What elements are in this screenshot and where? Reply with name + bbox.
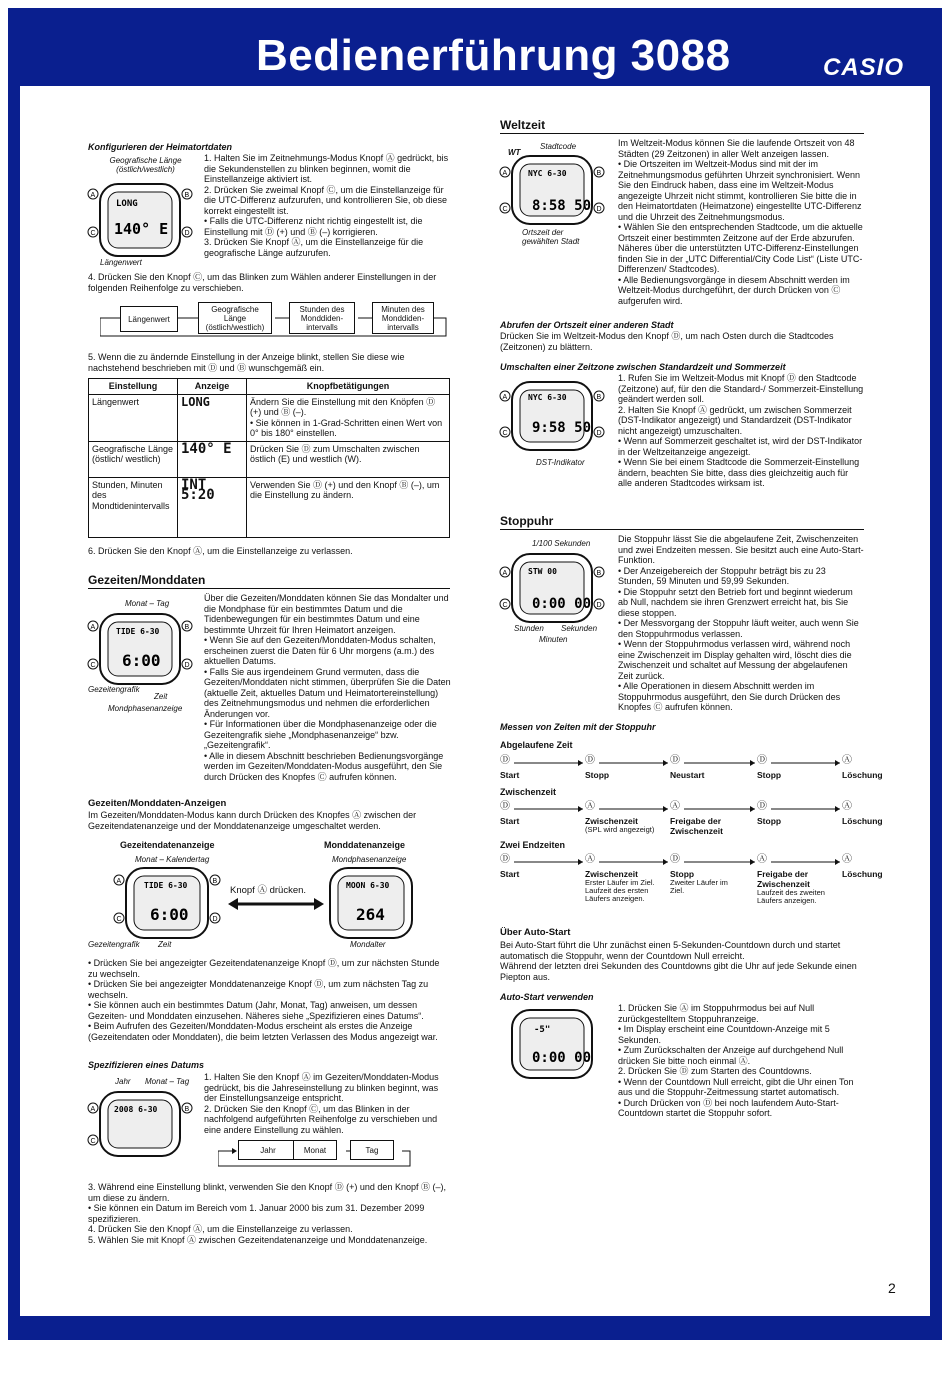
- button-key-icon: Ⓐ: [757, 854, 767, 865]
- tide-disp-text: Im Gezeiten/Monddaten-Modus kann durch Drücken des Knopfes Ⓐ zwischen der Gezeitendatenanzeige und der Monddatenanzeige umgeschaltet werden.: [88, 810, 417, 831]
- stop-heading: Stoppuhr: [500, 514, 554, 528]
- divider: [88, 588, 450, 589]
- table-cell: Geografische Länge (östlich/ westlich): [89, 441, 178, 477]
- watch-illustration-dst: [498, 380, 606, 452]
- svg-text:A: A: [116, 878, 122, 885]
- watch-illustration-world: [498, 154, 606, 226]
- sequence-arrowhead: [835, 806, 840, 812]
- button-key-icon: Ⓓ: [585, 755, 595, 766]
- sequence-arrowhead: [663, 760, 668, 766]
- table-cell: Verwenden Sie Ⓓ (+) und den Knopf Ⓑ (–), um die Einstellung zu ändern.: [247, 477, 450, 537]
- svg-text:B: B: [184, 192, 190, 199]
- table-cell: Ändern Sie die Einstellung mit den Knöpfen Ⓓ (+) und Ⓑ (–). • Sie können in 1-Grad-Schritten einen Wert von 0° bis 180° einstellen.: [247, 394, 450, 441]
- watch-illustration-1: [86, 180, 194, 260]
- table-header: Einstellung: [89, 379, 178, 395]
- table-cell: LONG: [178, 394, 247, 441]
- tide-data-lcd-main: 6:00: [150, 905, 189, 924]
- table-cell: Längenwert: [89, 394, 178, 441]
- watch-illustration-stop: [498, 552, 606, 624]
- tide-disp-bottom-time: Zeit: [158, 940, 172, 949]
- sequence-step-label: Start: [500, 869, 520, 879]
- tide-bullets: • Drücken Sie bei angezeigter Gezeitendatenanzeige Knopf Ⓓ, um zur nächsten Stunde zu wechseln. • Drücken Sie bei angezeigter Monddatenanzeige Knopf Ⓓ, um zum nächsten Tag zu wechseln. • Sie können auch ein bestimmtes Datum (Jahr, Monat, Tag) anweisen, um dessen Gezeiten- und Monddaten einzusehen. Näheres siehe „Spezifizieren eines Datums“. • Beim Aufrufen des Gezeiten/Monddaten-Modus erscheint als erstes die Anzeige (Gezeitendaten oder Monddaten), die beim letzten Verlassen des Modus angezeigt war.: [88, 958, 440, 1042]
- tide-label-moon: Mondphasenanzeige: [108, 704, 183, 713]
- svg-text:D: D: [596, 430, 602, 437]
- world-text: Im Weltzeit-Modus können Sie die laufende Ortszeit von 48 Städten (29 Zeitzonen) in aller Welt anzeigen lassen. • Die Ortszeiten im Weltzeit-Modus sind mit der im Zeitnehmungsmodus geführten Uhrzeit synchronisiert. Wenn Sie den Eindruck haben, dass eine im Weltzeit-Modus angezeigte Uhrzeit nicht stimmt, kontrollieren Sie bitte die in den Heimatortdaten (Heimatzone) eingestellte UTC-Differenz und die Uhrzeit des Zeitnehmungsmodus. • Wählen Sie den entsprechenden Stadtcode, um die aktuelle Ortszeit einer bestimmten Zeitzone auf der Erde abzurufen. Näheres über die unterstützten UTC-Differenz-Einstellungen finden Sie in der „UTC Differential/City Code List“ (Liste UTC-Differenzen/ Stadtcodes). • Alle Bedienungsvorgänge in diesem Abschnitt werden im Weltzeit-Modus durchgeführt, der durch Drücken von Ⓒ aufgerufen wird.: [618, 138, 863, 306]
- svg-text:B: B: [596, 170, 602, 177]
- world-lcd-main: 8:58 50: [532, 198, 592, 214]
- sequence-arrowhead: [835, 760, 840, 766]
- svg-text:B: B: [596, 570, 602, 577]
- svg-text:D: D: [184, 230, 190, 237]
- tide-disp-bottom-left: Gezeitengrafik: [88, 940, 140, 949]
- flow-1-step-1: Längenwert: [120, 306, 178, 332]
- recall-heading: Abrufen der Ortszeit einer anderen Stadt: [500, 320, 674, 330]
- svg-text:A: A: [502, 170, 508, 177]
- sequence-step-label: Löschung: [842, 816, 883, 826]
- watch-illustration-moon: [316, 866, 426, 942]
- tide-disp-bottom-right: Mondalter: [350, 940, 386, 949]
- spec-heading: Spezifizieren eines Datums: [88, 1060, 205, 1070]
- button-key-icon: Ⓓ: [757, 755, 767, 766]
- svg-text:B: B: [212, 878, 218, 885]
- tide-lcd-main: 6:00: [122, 651, 161, 670]
- auto-text: Bei Auto-Start führt die Uhr zunächst einen 5-Sekunden-Countdown durch und startet automatisch die Stoppuhr, wenn der Countdown Null erreicht. Während der letzten drei Sekunden des Countdowns gibt die Uhr auf jede Sekunde einen Piepton aus.: [500, 940, 857, 982]
- page-title: Bedienerführung 3088: [256, 31, 731, 80]
- sequence-arrowhead: [750, 806, 755, 812]
- svg-text:A: A: [502, 394, 508, 401]
- sequence-arrowhead: [835, 859, 840, 865]
- table-row: [89, 394, 450, 441]
- sequence-arrow-line: [498, 802, 868, 816]
- world-label-city: Stadtcode: [540, 142, 577, 151]
- svg-text:D: D: [596, 602, 602, 609]
- flow-1-step-3: Stunden des Monddiden-intervalls: [289, 302, 355, 334]
- button-key-icon: Ⓓ: [670, 854, 680, 865]
- dst-text: 1. Rufen Sie im Weltzeit-Modus mit Knopf Ⓓ den Stadtcode (Zeitzone) auf, für den die Standard-/ Sommerzeit-Einstellung geändert werden soll. 2. Halten Sie Knopf Ⓐ gedrückt, um zwischen Sommerzeit (DST-Indikator angezeigt) und Standardzeit (DST-Indikator nicht angezeigt) umzuschalten. • Wenn auf Sommerzeit geschaltet ist, wird der DST-Indikator in der Weltzeitanzeige angezeigt. • Wenn Sie bei einem Stadtcode die Sommerzeit-Einstellung ändern, beachten Sie bitte, dass dies gleichzeitig auch für alle anderen Stadtcodes wirksam ist.: [618, 373, 864, 488]
- recall-text: Drücken Sie im Weltzeit-Modus den Knopf Ⓓ, um nach Osten durch die Stadtcodes (Zeitzonen) zu blättern.: [500, 331, 834, 352]
- table-cell: Stunden, Minuten des Mondtidenintervalls: [89, 477, 178, 537]
- tide-lcd-top: TIDE 6-30: [116, 627, 160, 636]
- sequence-step-label: Start: [500, 770, 520, 780]
- svg-text:C: C: [90, 1138, 96, 1145]
- table-header: Knopfbetätigungen: [247, 379, 450, 395]
- sequence-step-label: Start: [500, 816, 520, 826]
- watch1-lcd-main: 140° E: [114, 220, 169, 238]
- stop-label-hours: Stunden: [514, 624, 544, 633]
- sequence-step-label: Löschung: [842, 770, 883, 780]
- sequence-step-label: Freigabe der Zwischenzeit Laufzeit des zweiten Läufers anzeigen.: [757, 869, 829, 905]
- flow-2-step-2: Monat: [293, 1140, 337, 1160]
- sequence-step-note: Erster Läufer im Ziel. Laufzeit des ersten Läufers anzeigen.: [585, 878, 655, 903]
- dst-heading: Umschalten einer Zeitzone zwischen Standardzeit und Sommerzeit: [500, 362, 786, 372]
- watch1-lcd-top: LONG: [116, 199, 138, 209]
- stop-label-sec: Sekunden: [561, 624, 598, 633]
- press-a-label: Knopf Ⓐ drücken.: [230, 885, 307, 896]
- table-row: [89, 441, 450, 477]
- svg-text:A: A: [90, 192, 96, 199]
- watch-illustration-auto: [498, 1008, 606, 1080]
- button-key-icon: Ⓐ: [842, 755, 852, 766]
- svg-text:C: C: [116, 916, 122, 923]
- sequence-arrowhead: [578, 806, 583, 812]
- sequence-arrowhead: [750, 859, 755, 865]
- sequence-arrowhead: [578, 760, 583, 766]
- sequence-arrow-line: [498, 855, 868, 869]
- settings-table: [88, 378, 450, 538]
- sequence-step-label: Stopp: [757, 770, 782, 780]
- flow-2-step-1: Jahr: [238, 1140, 298, 1160]
- tide-label-top: Monat – Tag: [125, 599, 170, 608]
- spec-steps: 1. Halten Sie den Knopf Ⓐ im Gezeiten/Monddaten-Modus gedrückt, bis die Jahreseinstellung zu blinken beginnt, was der Einstellungsanzeige entspricht. 2. Drücken Sie den Knopf Ⓒ, um das Blinken in der nachfolgend aufgeführten Reihenfolge zu verschieben und eine andere Einstellung zu wählen.: [204, 1072, 439, 1135]
- spec-lcd-top: 2008 6-30: [114, 1105, 158, 1114]
- stop-text: Die Stoppuhr lässt Sie die abgelaufene Zeit, Zwischenzeiten und zwei Endzeiten messen. Sie besitzt auch eine Auto-Start-Funktion. • Der Anzeigebereich der Stoppuhr beträgt bis zu 23 Stunden, 59 Minuten und 59,99 Sekunden. • Die Stoppuhr setzt den Betrieb fort und beginnt wiederum ab Null, nachdem sie ihren Grenzwert erreicht hat, bis Sie diese stoppen. • Der Messvorgang der Stoppuhr läuft weiter, auch wenn Sie den Stoppuhrmodus verlassen. • Wenn der Stoppuhrmodus verlassen wird, während noch eine Zwischenzeit im Display gehalten wird, löscht dies die Zwischenzeit und schaltet auf Messung der abgelaufenen Zeit zurück. • Alle Operationen in diesem Abschnitt werden im Stoppuhrmodus ausgeführt, den Sie durch Drücken des Knopfes Ⓒ aufrufen können.: [618, 534, 864, 712]
- flow-2-step-3: Tag: [350, 1140, 394, 1160]
- table-header: Anzeige: [178, 379, 247, 395]
- button-key-icon: Ⓓ: [757, 801, 767, 812]
- tide-disp-right-label: Mondphasenanzeige: [332, 855, 407, 864]
- auto-use-heading: Auto-Start verwenden: [500, 992, 594, 1002]
- divider: [500, 133, 864, 134]
- stop-label-min: Minuten: [539, 635, 568, 644]
- button-key-icon: Ⓓ: [500, 755, 510, 766]
- svg-text:C: C: [502, 602, 508, 609]
- auto-heading: Über Auto-Start: [500, 927, 571, 938]
- table-row: [89, 477, 450, 537]
- auto-steps: 1. Drücken Sie Ⓐ im Stoppuhrmodus bei auf Null zurückgestelltem Stoppuhranzeige. • Im Display erscheint eine Countdown-Anzeige mit 5 Sekunden. • Zum Zurückschalten der Anzeige auf durchgehend Null drücken Sie bitte noch einmal Ⓐ. 2. Drücken Sie Ⓓ zum Starten des Countdowns. • Wenn der Countdown Null erreicht, gibt die Uhr einen Ton aus und die Stoppuhr-Zeitmessung startet automatisch. • Durch Drücken von Ⓓ bei noch laufendem Auto-Start-Countdown startet die Stoppuhr sofort.: [618, 1003, 854, 1118]
- config-steps: 1. Halten Sie im Zeitnehmungs-Modus Knopf Ⓐ gedrückt, bis die Sekundenstellen zu blinken beginnen, womit die Einstellanzeige aktiviert ist. 2. Drücken Sie zweimal Knopf Ⓒ, um die Einstellanzeige für die UTC-Differenz aufzurufen, und kontrollieren Sie, ob diese korrekt eingestellt ist. • Falls die UTC-Differenz nicht richtig eingestellt ist, die Einstellung mit Ⓓ (+) und Ⓑ (–) korrigieren. 3. Drücken Sie Knopf Ⓐ, um die Einstellanzeige für die geografische Länge aufzurufen.: [204, 153, 449, 258]
- split-heading: Zwischenzeit: [500, 787, 557, 797]
- step-6: 6. Drücken Sie den Knopf Ⓐ, um die Einstellanzeige zu verlassen.: [88, 546, 353, 556]
- sequence-step-label: Zwischenzeit Erster Läufer im Ziel. Laufzeit des ersten Läufers anzeigen.: [585, 869, 657, 903]
- svg-text:A: A: [502, 570, 508, 577]
- world-lcd-top: NYC 6-30: [528, 169, 567, 178]
- sequence-step-note: Zweiter Läufer im Ziel.: [670, 878, 728, 895]
- svg-text:C: C: [502, 430, 508, 437]
- spec-label-year: Jahr: [115, 1077, 131, 1086]
- button-key-icon: Ⓐ: [842, 801, 852, 812]
- svg-text:D: D: [596, 206, 602, 213]
- watch-illustration-tide-data: [112, 866, 222, 942]
- watch1-label-top: Geografische Länge (östlich/westlich): [109, 156, 182, 174]
- button-key-icon: Ⓐ: [842, 854, 852, 865]
- stop-lcd-top: STW 00: [528, 567, 557, 576]
- sequence-arrowhead: [578, 859, 583, 865]
- button-key-icon: Ⓓ: [500, 854, 510, 865]
- elapsed-heading: Abgelaufene Zeit: [500, 740, 573, 750]
- button-key-icon: Ⓓ: [500, 801, 510, 812]
- sequence-step-label: Stopp: [757, 816, 782, 826]
- svg-text:B: B: [184, 1106, 190, 1113]
- svg-text:A: A: [90, 1106, 96, 1113]
- sequence-arrow-line: [498, 756, 868, 770]
- two-heading: Zwei Endzeiten: [500, 840, 566, 850]
- watch1-label-bottom: Längenwert: [100, 258, 142, 267]
- sequence-step-label: Neustart: [670, 770, 705, 780]
- auto-lcd-top: -5": [534, 1025, 551, 1035]
- button-key-icon: Ⓐ: [585, 801, 595, 812]
- tide-text: Über die Gezeiten/Monddaten können Sie das Mondalter und die Mondphase für ein bestimmtes Datum und die Tidenbewegungen für ein bestimmtes Datum und eine bestimmte Uhrzeit für Ihren Heimatort anzeigen. • Wenn Sie auf den Gezeiten/Monddaten-Modus schalten, erscheinen zuerst die Daten für 6 Uhr morgens (a.m.) des aktuellen Datums. • Falls Sie aus irgendeinem Grund vermuten, dass die Gezeiten/Monddaten nicht stimmen, überprüfen Sie die Daten (aktuelle Zeit, aktuelles Datum und Heimatortereinstellung) des Zeitnehmungsmodus und nehmen die erforderlichen Änderungen vor. • Für Informationen über die Mondphasenanzeige oder die Gezeitengrafik siehe „Mondphasenanzeige“ bzw. „Gezeitengrafik“. • Alle in diesem Abschnitt beschrieben Bedienungsvorgänge werden im Gezeiten/Monddaten-Modus ausgeführt, den Sie durch Drücken des Knopfes Ⓒ aufrufen können.: [204, 593, 451, 782]
- tide-label-graph: Gezeitengrafik: [88, 685, 140, 694]
- sequence-step-note: Laufzeit des zweiten Läufers anzeigen.: [757, 888, 825, 905]
- casio-logo: CASIO: [823, 54, 905, 81]
- dst-lcd-top: NYC 6-30: [528, 393, 567, 402]
- moon-lcd-main: 264: [356, 905, 385, 924]
- sequence-step-label: Freigabe der Zwischenzeit: [670, 816, 723, 836]
- svg-text:C: C: [90, 662, 96, 669]
- button-key-icon: Ⓐ: [585, 854, 595, 865]
- sequence-step-label: Löschung: [842, 869, 883, 879]
- divider: [500, 529, 864, 530]
- tide-disp-left-label: Monat – Kalendertag: [135, 855, 210, 864]
- table-cell: 140° E: [178, 441, 247, 477]
- tide-data-lcd-top: TIDE 6-30: [144, 881, 188, 890]
- watch-illustration-tide: [86, 612, 194, 688]
- step-4: 4. Drücken Sie den Knopf Ⓒ, um das Blinken zum Wählen anderer Einstellungen in der folgenden Reihenfolge zu verschieben.: [88, 272, 437, 293]
- config-heading: Konfigurieren der Heimatortdaten: [88, 142, 233, 152]
- svg-text:D: D: [184, 662, 190, 669]
- sequence-arrowhead: [663, 806, 668, 812]
- stop-label-hund: 1/100 Sekunden: [532, 539, 591, 548]
- sequence-step-label: Stopp Zweiter Läufer im Ziel.: [670, 869, 742, 895]
- tide-heading: Gezeiten/Monddaten: [88, 573, 206, 587]
- svg-text:C: C: [502, 206, 508, 213]
- world-heading: Weltzeit: [500, 118, 546, 132]
- button-key-icon: Ⓐ: [670, 801, 680, 812]
- step-5: 5. Wenn die zu ändernde Einstellung in der Anzeige blinkt, stellen Sie diese wie nachstehend beschrieben mit Ⓓ und Ⓑ wunschgemäß ein.: [88, 352, 405, 373]
- page-number: 2: [888, 1280, 896, 1296]
- sequence-arrowhead: [663, 859, 668, 865]
- table-cell: Drücken Sie Ⓓ zum Umschalten zwischen östlich (E) und westlich (W).: [247, 441, 450, 477]
- dst-label: DST-Indikator: [536, 458, 585, 467]
- dst-lcd-main: 9:58 50: [532, 420, 592, 436]
- sequence-arrowhead: [750, 760, 755, 766]
- spec-end: 3. Während eine Einstellung blinkt, verwenden Sie den Knopf Ⓓ (+) und den Knopf Ⓑ (–), um diese zu ändern. • Sie können ein Datum im Bereich vom 1. Januar 2000 bis zum 31. Dezember 2099 spezifizieren. 4. Drücken Sie den Knopf Ⓐ, um die Einstellanzeige zu verlassen. 5. Wählen Sie mit Knopf Ⓐ zwischen Gezeitendatenanzeige und Monddatenanzeige.: [88, 1182, 446, 1245]
- table-cell: INT 5:20: [178, 477, 247, 537]
- moon-lcd-top: MOON 6-30: [346, 881, 390, 890]
- svg-text:C: C: [90, 230, 96, 237]
- tide-disp-left-title: Gezeitendatenanzeige: [120, 840, 215, 850]
- watch-illustration-spec: [86, 1090, 194, 1160]
- flow-1-step-4: Minuten des Monddiden-intervalls: [372, 302, 434, 334]
- svg-text:B: B: [184, 624, 190, 631]
- tide-label-time: Zeit: [154, 692, 168, 701]
- svg-text:B: B: [596, 394, 602, 401]
- world-label-current: Ortszeit der gewählten Stadt: [522, 228, 580, 246]
- sequence-step-label: Zwischenzeit (SPL wird angezeigt): [585, 816, 657, 834]
- sequence-step-note: (SPL wird angezeigt): [585, 825, 655, 834]
- svg-text:D: D: [212, 916, 218, 923]
- double-arrow: [228, 897, 324, 911]
- spec-label-md: Monat – Tag: [145, 1077, 190, 1086]
- flow-1-step-2: Geografische Länge (östlich/westlich): [198, 302, 272, 334]
- stop-lcd-main: 0:00 00: [532, 596, 592, 612]
- auto-lcd-main: 0:00 00: [532, 1050, 592, 1066]
- measure-heading: Messen von Zeiten mit der Stoppuhr: [500, 722, 656, 732]
- button-key-icon: Ⓓ: [670, 755, 680, 766]
- world-label-wt: WT: [508, 148, 521, 157]
- tide-disp-heading: Gezeiten/Monddaten-Anzeigen: [88, 798, 227, 809]
- tide-disp-right-title: Monddatenanzeige: [324, 840, 406, 850]
- sequence-step-label: Stopp: [585, 770, 610, 780]
- svg-text:A: A: [90, 624, 96, 631]
